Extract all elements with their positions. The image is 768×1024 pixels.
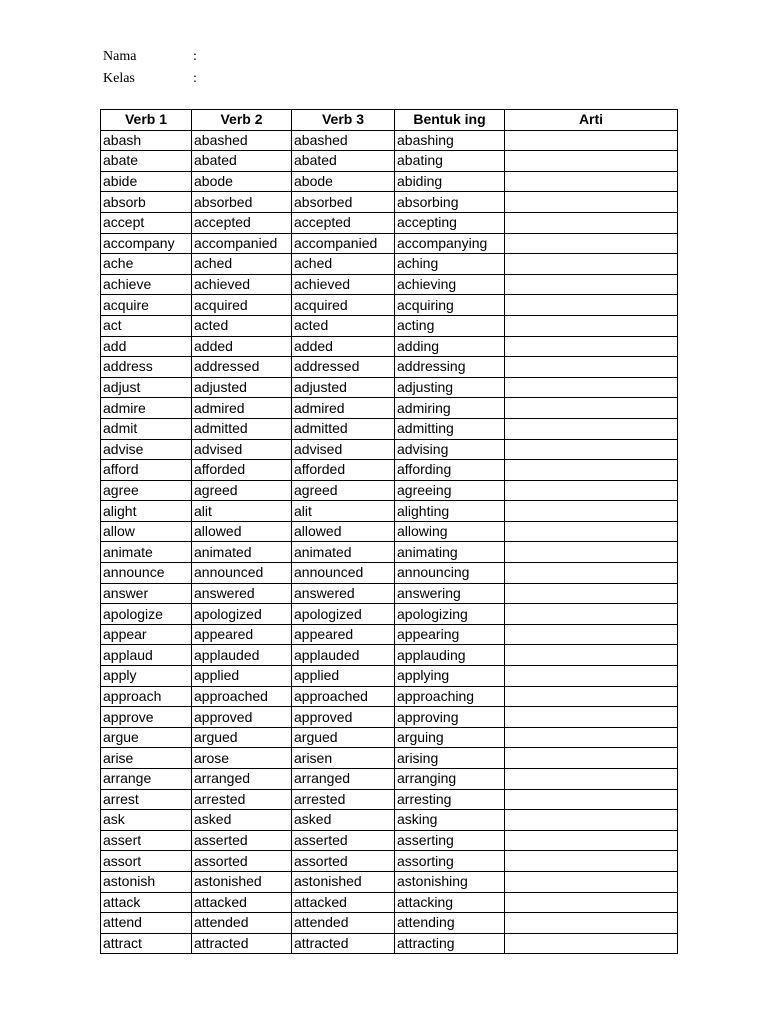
cell-verb1: assert (101, 830, 192, 851)
cell-arti[interactable] (505, 192, 678, 213)
cell-verb2: arrested (192, 789, 292, 810)
cell-verb2: approached (192, 686, 292, 707)
cell-bentuk-ing: announcing (395, 563, 505, 584)
cell-verb3: applied (292, 666, 395, 687)
cell-verb3: abated (292, 151, 395, 172)
cell-arti[interactable] (505, 398, 678, 419)
cell-bentuk-ing: arranging (395, 769, 505, 790)
cell-verb1: agree (101, 480, 192, 501)
cell-verb1: acquire (101, 295, 192, 316)
cell-verb2: animated (192, 542, 292, 563)
cell-bentuk-ing: asserting (395, 830, 505, 851)
cell-verb3: achieved (292, 274, 395, 295)
cell-arti[interactable] (505, 769, 678, 790)
cell-verb1: announce (101, 563, 192, 584)
cell-verb3: apologized (292, 604, 395, 625)
table-row (101, 315, 678, 336)
cell-bentuk-ing: acquiring (395, 295, 505, 316)
cell-arti[interactable] (505, 624, 678, 645)
cell-verb3: approached (292, 686, 395, 707)
cell-verb2: answered (192, 583, 292, 604)
cell-bentuk-ing: allowing (395, 521, 505, 542)
cell-bentuk-ing: astonishing (395, 871, 505, 892)
cell-arti[interactable] (505, 151, 678, 172)
cell-verb1: allow (101, 521, 192, 542)
cell-arti[interactable] (505, 274, 678, 295)
cell-verb1: appear (101, 624, 192, 645)
table-row (101, 686, 678, 707)
cell-bentuk-ing: acting (395, 315, 505, 336)
table-row (101, 295, 678, 316)
table-row (101, 274, 678, 295)
cell-verb3: astonished (292, 871, 395, 892)
cell-verb1: afford (101, 460, 192, 481)
table-row (101, 563, 678, 584)
cell-verb1: approve (101, 707, 192, 728)
table-row (101, 501, 678, 522)
cell-verb3: added (292, 336, 395, 357)
cell-verb3: attacked (292, 892, 395, 913)
cell-verb2: abode (192, 171, 292, 192)
table-row (101, 542, 678, 563)
table-row (101, 624, 678, 645)
cell-arti[interactable] (505, 666, 678, 687)
table-row (101, 460, 678, 481)
cell-verb2: applauded (192, 645, 292, 666)
cell-verb2: addressed (192, 357, 292, 378)
table-row (101, 521, 678, 542)
cell-bentuk-ing: apologizing (395, 604, 505, 625)
cell-bentuk-ing: accepting (395, 212, 505, 233)
cell-verb2: absorbed (192, 192, 292, 213)
cell-verb1: adjust (101, 377, 192, 398)
table-row (101, 130, 678, 151)
cell-arti[interactable] (505, 810, 678, 831)
cell-bentuk-ing: adding (395, 336, 505, 357)
cell-verb3: allowed (292, 521, 395, 542)
cell-verb3: abashed (292, 130, 395, 151)
cell-arti[interactable] (505, 357, 678, 378)
cell-bentuk-ing: accompanying (395, 233, 505, 254)
cell-verb1: arise (101, 748, 192, 769)
cell-arti[interactable] (505, 707, 678, 728)
cell-bentuk-ing: adjusting (395, 377, 505, 398)
cell-verb1: ache (101, 254, 192, 275)
cell-verb1: abash (101, 130, 192, 151)
cell-arti[interactable] (505, 748, 678, 769)
cell-arti[interactable] (505, 604, 678, 625)
cell-verb1: arrange (101, 769, 192, 790)
table-row (101, 707, 678, 728)
cell-bentuk-ing: alighting (395, 501, 505, 522)
cell-verb3: agreed (292, 480, 395, 501)
cell-verb1: absorb (101, 192, 192, 213)
cell-verb3: assorted (292, 851, 395, 872)
cell-verb1: act (101, 315, 192, 336)
cell-verb1: abide (101, 171, 192, 192)
cell-verb2: alit (192, 501, 292, 522)
table-row (101, 192, 678, 213)
cell-bentuk-ing: achieving (395, 274, 505, 295)
cell-verb3: asserted (292, 830, 395, 851)
cell-verb1: admire (101, 398, 192, 419)
cell-verb1: attack (101, 892, 192, 913)
table-row (101, 233, 678, 254)
cell-bentuk-ing: applauding (395, 645, 505, 666)
cell-bentuk-ing: approaching (395, 686, 505, 707)
cell-bentuk-ing: assorting (395, 851, 505, 872)
cell-verb2: added (192, 336, 292, 357)
nama-field-row (103, 48, 203, 70)
cell-verb3: abode (292, 171, 395, 192)
cell-arti[interactable] (505, 686, 678, 707)
table-row (101, 851, 678, 872)
table-row (101, 748, 678, 769)
cell-verb3: appeared (292, 624, 395, 645)
table-row (101, 810, 678, 831)
cell-verb3: answered (292, 583, 395, 604)
cell-verb1: accompany (101, 233, 192, 254)
cell-verb1: add (101, 336, 192, 357)
table-row (101, 645, 678, 666)
cell-verb3: accepted (292, 212, 395, 233)
column-header-verb1: Verb 1 (101, 110, 192, 131)
cell-verb1: argue (101, 727, 192, 748)
cell-arti[interactable] (505, 892, 678, 913)
cell-verb1: attend (101, 913, 192, 934)
cell-verb1: abate (101, 151, 192, 172)
table-row (101, 769, 678, 790)
table-row (101, 830, 678, 851)
cell-verb2: announced (192, 563, 292, 584)
table-row (101, 418, 678, 439)
cell-arti[interactable] (505, 377, 678, 398)
cell-verb2: apologized (192, 604, 292, 625)
cell-verb1: accept (101, 212, 192, 233)
kelas-colon: : (193, 71, 197, 86)
cell-verb2: attracted (192, 933, 292, 954)
verb-table-container (100, 109, 678, 954)
cell-verb2: assorted (192, 851, 292, 872)
cell-verb3: adjusted (292, 377, 395, 398)
cell-verb1: assort (101, 851, 192, 872)
cell-verb2: attacked (192, 892, 292, 913)
cell-arti[interactable] (505, 460, 678, 481)
cell-bentuk-ing: abiding (395, 171, 505, 192)
table-row (101, 357, 678, 378)
table-header-row (101, 110, 678, 131)
cell-verb1: ask (101, 810, 192, 831)
table-row (101, 439, 678, 460)
cell-arti[interactable] (505, 830, 678, 851)
cell-bentuk-ing: addressing (395, 357, 505, 378)
cell-arti[interactable] (505, 130, 678, 151)
cell-verb3: addressed (292, 357, 395, 378)
cell-bentuk-ing: attracting (395, 933, 505, 954)
cell-verb3: announced (292, 563, 395, 584)
table-row (101, 171, 678, 192)
cell-verb1: answer (101, 583, 192, 604)
kelas-label: Kelas (103, 71, 135, 86)
cell-verb3: acquired (292, 295, 395, 316)
cell-verb3: arisen (292, 748, 395, 769)
cell-verb1: admit (101, 418, 192, 439)
cell-verb1: astonish (101, 871, 192, 892)
table-row (101, 254, 678, 275)
cell-arti[interactable] (505, 913, 678, 934)
cell-verb2: admitted (192, 418, 292, 439)
cell-verb2: allowed (192, 521, 292, 542)
cell-verb1: alight (101, 501, 192, 522)
cell-arti[interactable] (505, 871, 678, 892)
cell-arti[interactable] (505, 583, 678, 604)
cell-bentuk-ing: approving (395, 707, 505, 728)
cell-arti[interactable] (505, 315, 678, 336)
cell-bentuk-ing: appearing (395, 624, 505, 645)
cell-arti[interactable] (505, 501, 678, 522)
table-row (101, 727, 678, 748)
cell-bentuk-ing: absorbing (395, 192, 505, 213)
cell-verb2: asked (192, 810, 292, 831)
cell-bentuk-ing: arresting (395, 789, 505, 810)
table-row (101, 913, 678, 934)
table-row (101, 398, 678, 419)
cell-verb3: argued (292, 727, 395, 748)
table-row (101, 377, 678, 398)
cell-bentuk-ing: answering (395, 583, 505, 604)
cell-verb3: alit (292, 501, 395, 522)
cell-arti[interactable] (505, 521, 678, 542)
cell-verb2: achieved (192, 274, 292, 295)
cell-verb2: admired (192, 398, 292, 419)
cell-verb1: advise (101, 439, 192, 460)
cell-verb2: acted (192, 315, 292, 336)
cell-verb1: address (101, 357, 192, 378)
cell-bentuk-ing: applying (395, 666, 505, 687)
cell-verb2: astonished (192, 871, 292, 892)
table-row (101, 604, 678, 625)
cell-verb2: agreed (192, 480, 292, 501)
cell-verb3: attended (292, 913, 395, 934)
table-row (101, 583, 678, 604)
cell-verb1: applaud (101, 645, 192, 666)
cell-arti[interactable] (505, 645, 678, 666)
table-row (101, 789, 678, 810)
cell-verb2: argued (192, 727, 292, 748)
cell-bentuk-ing: abashing (395, 130, 505, 151)
cell-verb2: asserted (192, 830, 292, 851)
cell-verb2: abated (192, 151, 292, 172)
cell-verb3: afforded (292, 460, 395, 481)
column-header-verb3: Verb 3 (292, 110, 395, 131)
cell-bentuk-ing: affording (395, 460, 505, 481)
cell-bentuk-ing: admitting (395, 418, 505, 439)
cell-arti[interactable] (505, 439, 678, 460)
cell-verb1: attract (101, 933, 192, 954)
cell-bentuk-ing: arising (395, 748, 505, 769)
cell-arti[interactable] (505, 336, 678, 357)
cell-bentuk-ing: abating (395, 151, 505, 172)
cell-verb3: approved (292, 707, 395, 728)
verb-table (100, 109, 678, 954)
table-row (101, 212, 678, 233)
cell-verb2: applied (192, 666, 292, 687)
cell-arti[interactable] (505, 480, 678, 501)
cell-arti[interactable] (505, 212, 678, 233)
cell-verb3: acted (292, 315, 395, 336)
cell-verb1: apply (101, 666, 192, 687)
cell-verb2: adjusted (192, 377, 292, 398)
column-header-verb2: Verb 2 (192, 110, 292, 131)
cell-verb3: applauded (292, 645, 395, 666)
cell-verb1: arrest (101, 789, 192, 810)
cell-verb2: ached (192, 254, 292, 275)
cell-bentuk-ing: agreeing (395, 480, 505, 501)
cell-verb1: animate (101, 542, 192, 563)
cell-verb3: admired (292, 398, 395, 419)
table-row (101, 336, 678, 357)
table-row (101, 666, 678, 687)
table-row (101, 892, 678, 913)
cell-verb3: absorbed (292, 192, 395, 213)
cell-verb2: acquired (192, 295, 292, 316)
cell-verb2: arose (192, 748, 292, 769)
cell-verb2: attended (192, 913, 292, 934)
cell-verb3: arrested (292, 789, 395, 810)
cell-bentuk-ing: advising (395, 439, 505, 460)
cell-verb1: apologize (101, 604, 192, 625)
column-header-arti: Arti (505, 110, 678, 131)
cell-verb2: approved (192, 707, 292, 728)
cell-bentuk-ing: animating (395, 542, 505, 563)
kelas-field-row (103, 70, 203, 92)
nama-label: Nama (103, 49, 137, 64)
cell-verb3: advised (292, 439, 395, 460)
cell-arti[interactable] (505, 542, 678, 563)
cell-arti[interactable] (505, 789, 678, 810)
cell-bentuk-ing: arguing (395, 727, 505, 748)
student-info-header (103, 48, 203, 92)
cell-verb2: abashed (192, 130, 292, 151)
column-header-bentuk-ing: Bentuk ing (395, 110, 505, 131)
cell-verb3: animated (292, 542, 395, 563)
cell-bentuk-ing: aching (395, 254, 505, 275)
cell-verb3: asked (292, 810, 395, 831)
cell-arti[interactable] (505, 233, 678, 254)
nama-colon: : (193, 49, 197, 64)
cell-arti[interactable] (505, 563, 678, 584)
cell-verb1: achieve (101, 274, 192, 295)
cell-bentuk-ing: asking (395, 810, 505, 831)
cell-verb3: accompanied (292, 233, 395, 254)
cell-bentuk-ing: admiring (395, 398, 505, 419)
cell-arti[interactable] (505, 171, 678, 192)
cell-verb3: ached (292, 254, 395, 275)
cell-verb2: arranged (192, 769, 292, 790)
table-row (101, 480, 678, 501)
cell-verb3: admitted (292, 418, 395, 439)
table-row (101, 933, 678, 954)
cell-verb2: afforded (192, 460, 292, 481)
cell-bentuk-ing: attacking (395, 892, 505, 913)
cell-verb2: appeared (192, 624, 292, 645)
cell-arti[interactable] (505, 933, 678, 954)
cell-arti[interactable] (505, 727, 678, 748)
cell-arti[interactable] (505, 418, 678, 439)
cell-verb1: approach (101, 686, 192, 707)
table-body (101, 130, 678, 954)
cell-verb2: accompanied (192, 233, 292, 254)
cell-arti[interactable] (505, 254, 678, 275)
table-row (101, 871, 678, 892)
cell-verb2: accepted (192, 212, 292, 233)
cell-verb3: attracted (292, 933, 395, 954)
table-row (101, 151, 678, 172)
cell-bentuk-ing: attending (395, 913, 505, 934)
cell-arti[interactable] (505, 851, 678, 872)
cell-verb3: arranged (292, 769, 395, 790)
cell-arti[interactable] (505, 295, 678, 316)
cell-verb2: advised (192, 439, 292, 460)
